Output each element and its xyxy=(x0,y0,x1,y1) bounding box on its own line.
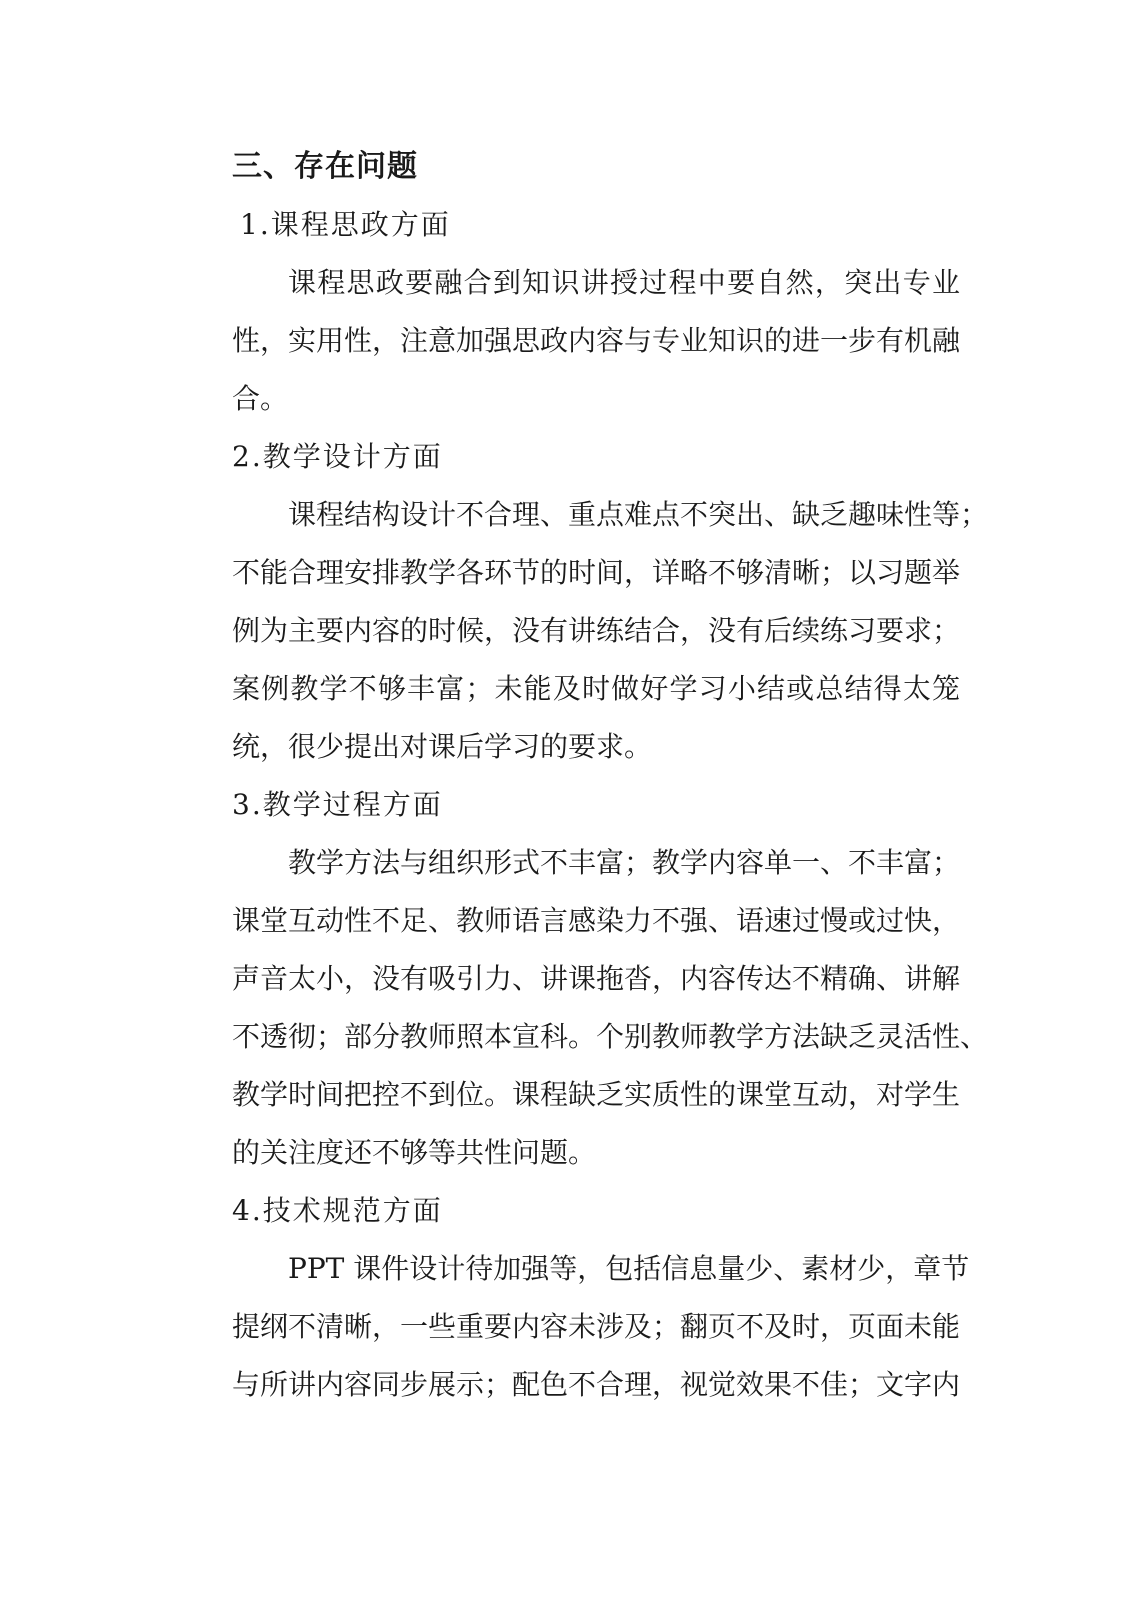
paragraph-line: 案例教学不够丰富；未能及时做好学习小结或总结得太笼 xyxy=(232,672,960,705)
paragraph-line: 提纲不清晰，一些重要内容未涉及；翻页不及时，页面未能 xyxy=(232,1310,961,1343)
item-3-title: 3.教学过程方面 xyxy=(232,788,443,821)
paragraph-line: 性，实用性，注意加强思政内容与专业知识的进一步有机融 xyxy=(232,324,961,357)
paragraph-line: 例为主要内容的时候，没有讲练结合，没有后续练习要求； xyxy=(232,614,961,647)
item-4-paragraph xyxy=(176,1240,970,1414)
paragraph-line: PPT 课件设计待加强等，包括信息量少、素材少，章节 xyxy=(288,1252,970,1285)
paragraph-line: 课堂互动性不足、教师语言感染力不强、语速过慢或过快， xyxy=(232,904,961,937)
paragraph-line: 合。 xyxy=(232,382,289,415)
item-1-paragraph xyxy=(176,254,960,428)
item-2-paragraph xyxy=(176,486,989,776)
paragraph-line: 不能合理安排教学各环节的时间，详略不够清晰；以习题举 xyxy=(232,556,961,589)
paragraph-line: 课程思政要融合到知识讲授过程中要自然，突出专业 xyxy=(288,266,960,299)
item-1-title: 1.课程思政方面 xyxy=(240,208,451,241)
section-heading: 三、存在问题 xyxy=(232,149,418,184)
paragraph-line: 不透彻；部分教师照本宣科。个别教师教学方法缺乏灵活性、 xyxy=(232,1020,989,1053)
paragraph-line: 统，很少提出对课后学习的要求。 xyxy=(232,730,653,763)
paragraph-line: 的关注度还不够等共性问题。 xyxy=(232,1136,597,1169)
paragraph-line: 课程结构设计不合理、重点难点不突出、缺乏趣味性等； xyxy=(288,498,989,531)
item-4-title: 4.技术规范方面 xyxy=(232,1194,443,1227)
item-3-paragraph xyxy=(176,834,989,1182)
paragraph-line: 教学时间把控不到位。课程缺乏实质性的课堂互动，对学生 xyxy=(232,1078,961,1111)
item-2-title: 2.教学设计方面 xyxy=(232,440,443,473)
paragraph-line: 与所讲内容同步展示；配色不合理，视觉效果不佳；文字内 xyxy=(232,1368,961,1401)
paragraph-line: 教学方法与组织形式不丰富；教学内容单一、不丰富； xyxy=(288,846,961,879)
document-body xyxy=(176,138,989,1414)
paragraph-line: 声音太小，没有吸引力、讲课拖沓，内容传达不精确、讲解 xyxy=(232,962,961,995)
